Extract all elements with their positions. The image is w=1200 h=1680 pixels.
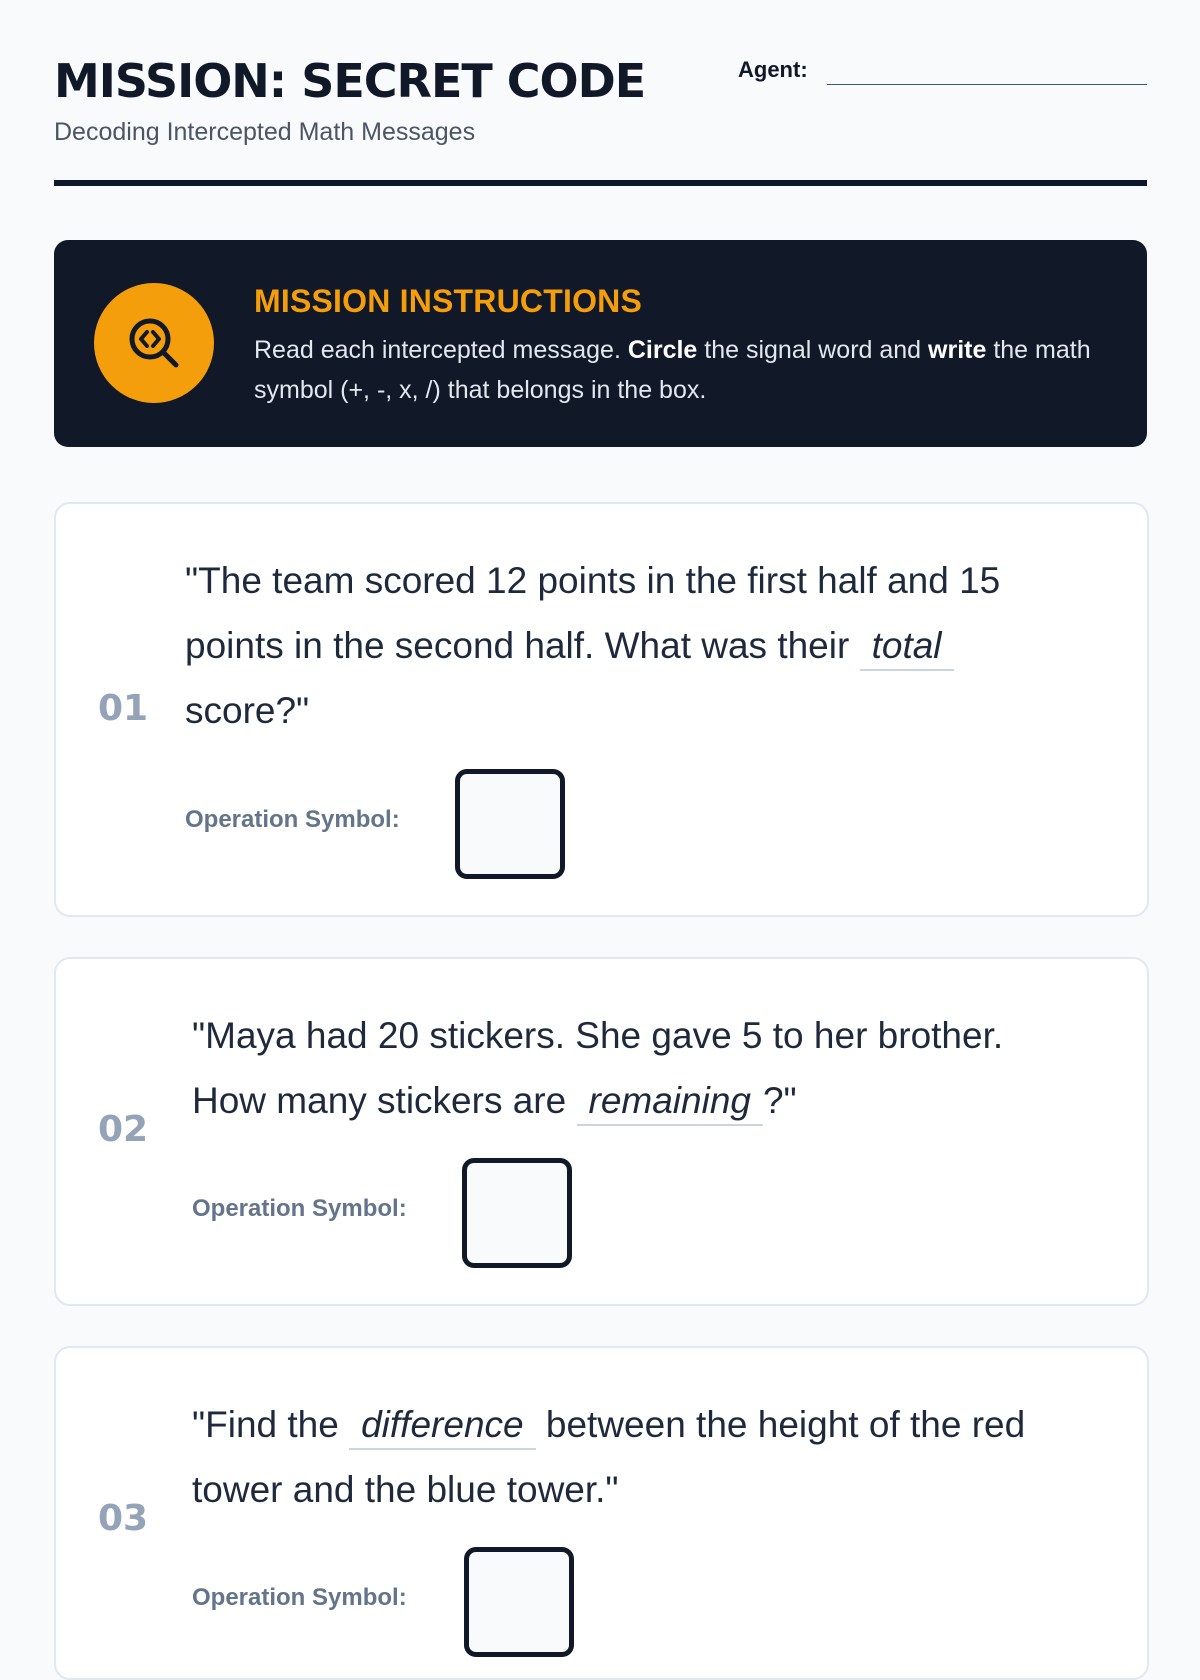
instructions-text: Read each intercepted message. Circle the signal word and write the math symbol (+, -, x, /) that belongs in the box. (254, 336, 1091, 404)
header-divider (54, 180, 1147, 186)
signal-word[interactable]: difference (349, 1402, 536, 1450)
signal-word[interactable]: remaining (577, 1078, 763, 1126)
problem-card (54, 1346, 1149, 1680)
instructions-title: MISSION INSTRUCTIONS (254, 283, 643, 319)
operation-label: Operation Symbol: (185, 806, 400, 833)
operation-symbol-box[interactable] (464, 1547, 574, 1657)
problem-number: 03 (98, 1498, 149, 1539)
operation-label: Operation Symbol: (192, 1584, 407, 1611)
page-subtitle: Decoding Intercepted Math Messages (54, 118, 476, 146)
operation-label: Operation Symbol: (192, 1195, 407, 1222)
problem-card (54, 957, 1149, 1306)
agent-name-line[interactable] (827, 84, 1147, 85)
instructions-panel (54, 240, 1147, 447)
problem-text: "Find the difference between the height of the red tower and the blue tower." (192, 1404, 1026, 1510)
problem-card (54, 502, 1149, 917)
instruction-keyword: write (928, 336, 987, 364)
signal-word[interactable]: total (860, 623, 954, 671)
problem-text: "The team scored 12 points in the first half and 15 points in the second half. What was their total score?" (185, 560, 1001, 731)
page-title: MISSION: SECRET CODE (54, 54, 646, 108)
magnifier-code-icon (94, 283, 214, 403)
problem-number: 02 (98, 1109, 149, 1150)
operation-symbol-box[interactable] (462, 1158, 572, 1268)
operation-symbol-box[interactable] (455, 769, 565, 879)
header (54, 0, 1147, 188)
instruction-keyword: Circle (627, 336, 698, 364)
problem-text: "Maya had 20 stickers. She gave 5 to her brother. How many stickers are remaining ?" (192, 1003, 1072, 1133)
problem-number: 01 (98, 688, 149, 729)
agent-label: Agent: (738, 57, 808, 82)
